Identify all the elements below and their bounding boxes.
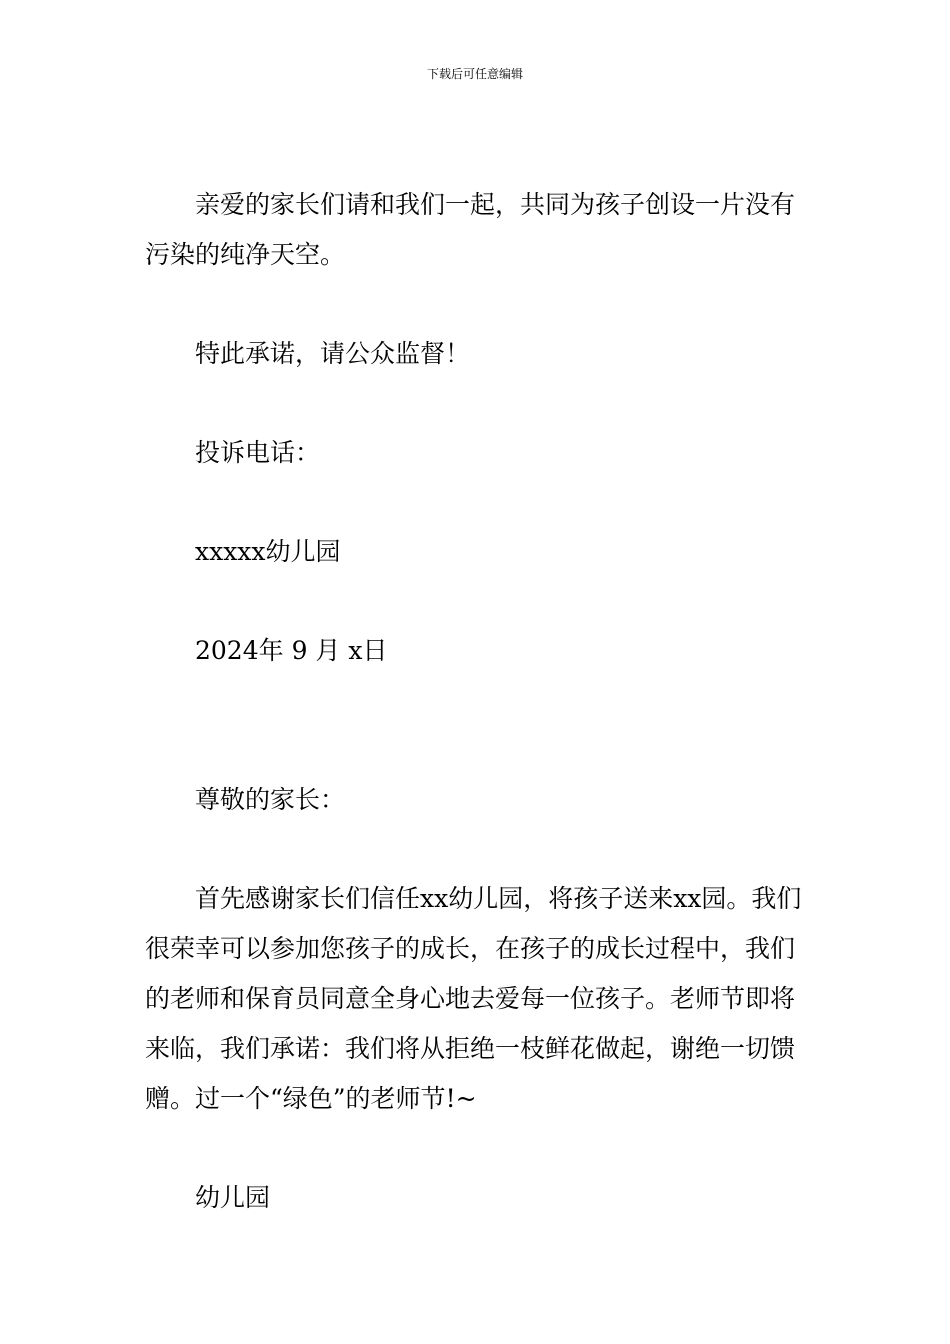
paragraph-date: 2024年 9 月 x日 <box>195 636 388 665</box>
page-header-note: 下载后可任意编辑 <box>426 67 523 81</box>
document-body <box>145 180 810 1223</box>
paragraph-pledge-invitation: 亲爱的家长们请和我们一起，共同为孩子创设一片没有污染的纯净天空。 <box>145 190 796 269</box>
paragraph-spacer <box>145 1124 810 1173</box>
paragraph-kindergarten-signature: xxxxx幼儿园 <box>195 537 341 566</box>
paragraph-spacer <box>145 825 810 874</box>
paragraph-letter-body: 首先感谢家长们信任xx幼儿园，将孩子送来xx园。我们很荣幸可以参加您孩子的成长，在孩子的成长过程中，我们的老师和保育员同意全身心地去爱每一位孩子。老师节即将来临，我们承诺：我们将从拒绝一枝鲜花做起，谢绝一切馈赠。过一个“绿色”的老师节!~ <box>145 884 802 1113</box>
paragraph-salutation: 尊敬的家长： <box>195 785 346 814</box>
paragraph-spacer <box>145 280 810 329</box>
paragraph-spacer <box>145 577 810 626</box>
paragraph-complaint-phone: 投诉电话： <box>195 438 321 467</box>
paragraph-spacer <box>145 379 810 428</box>
section-spacer <box>145 676 810 775</box>
paragraph-closing-signature: 幼儿园 <box>195 1183 271 1212</box>
paragraph-supervision-note: 特此承诺，请公众监督！ <box>195 339 471 368</box>
paragraph-spacer <box>145 478 810 527</box>
